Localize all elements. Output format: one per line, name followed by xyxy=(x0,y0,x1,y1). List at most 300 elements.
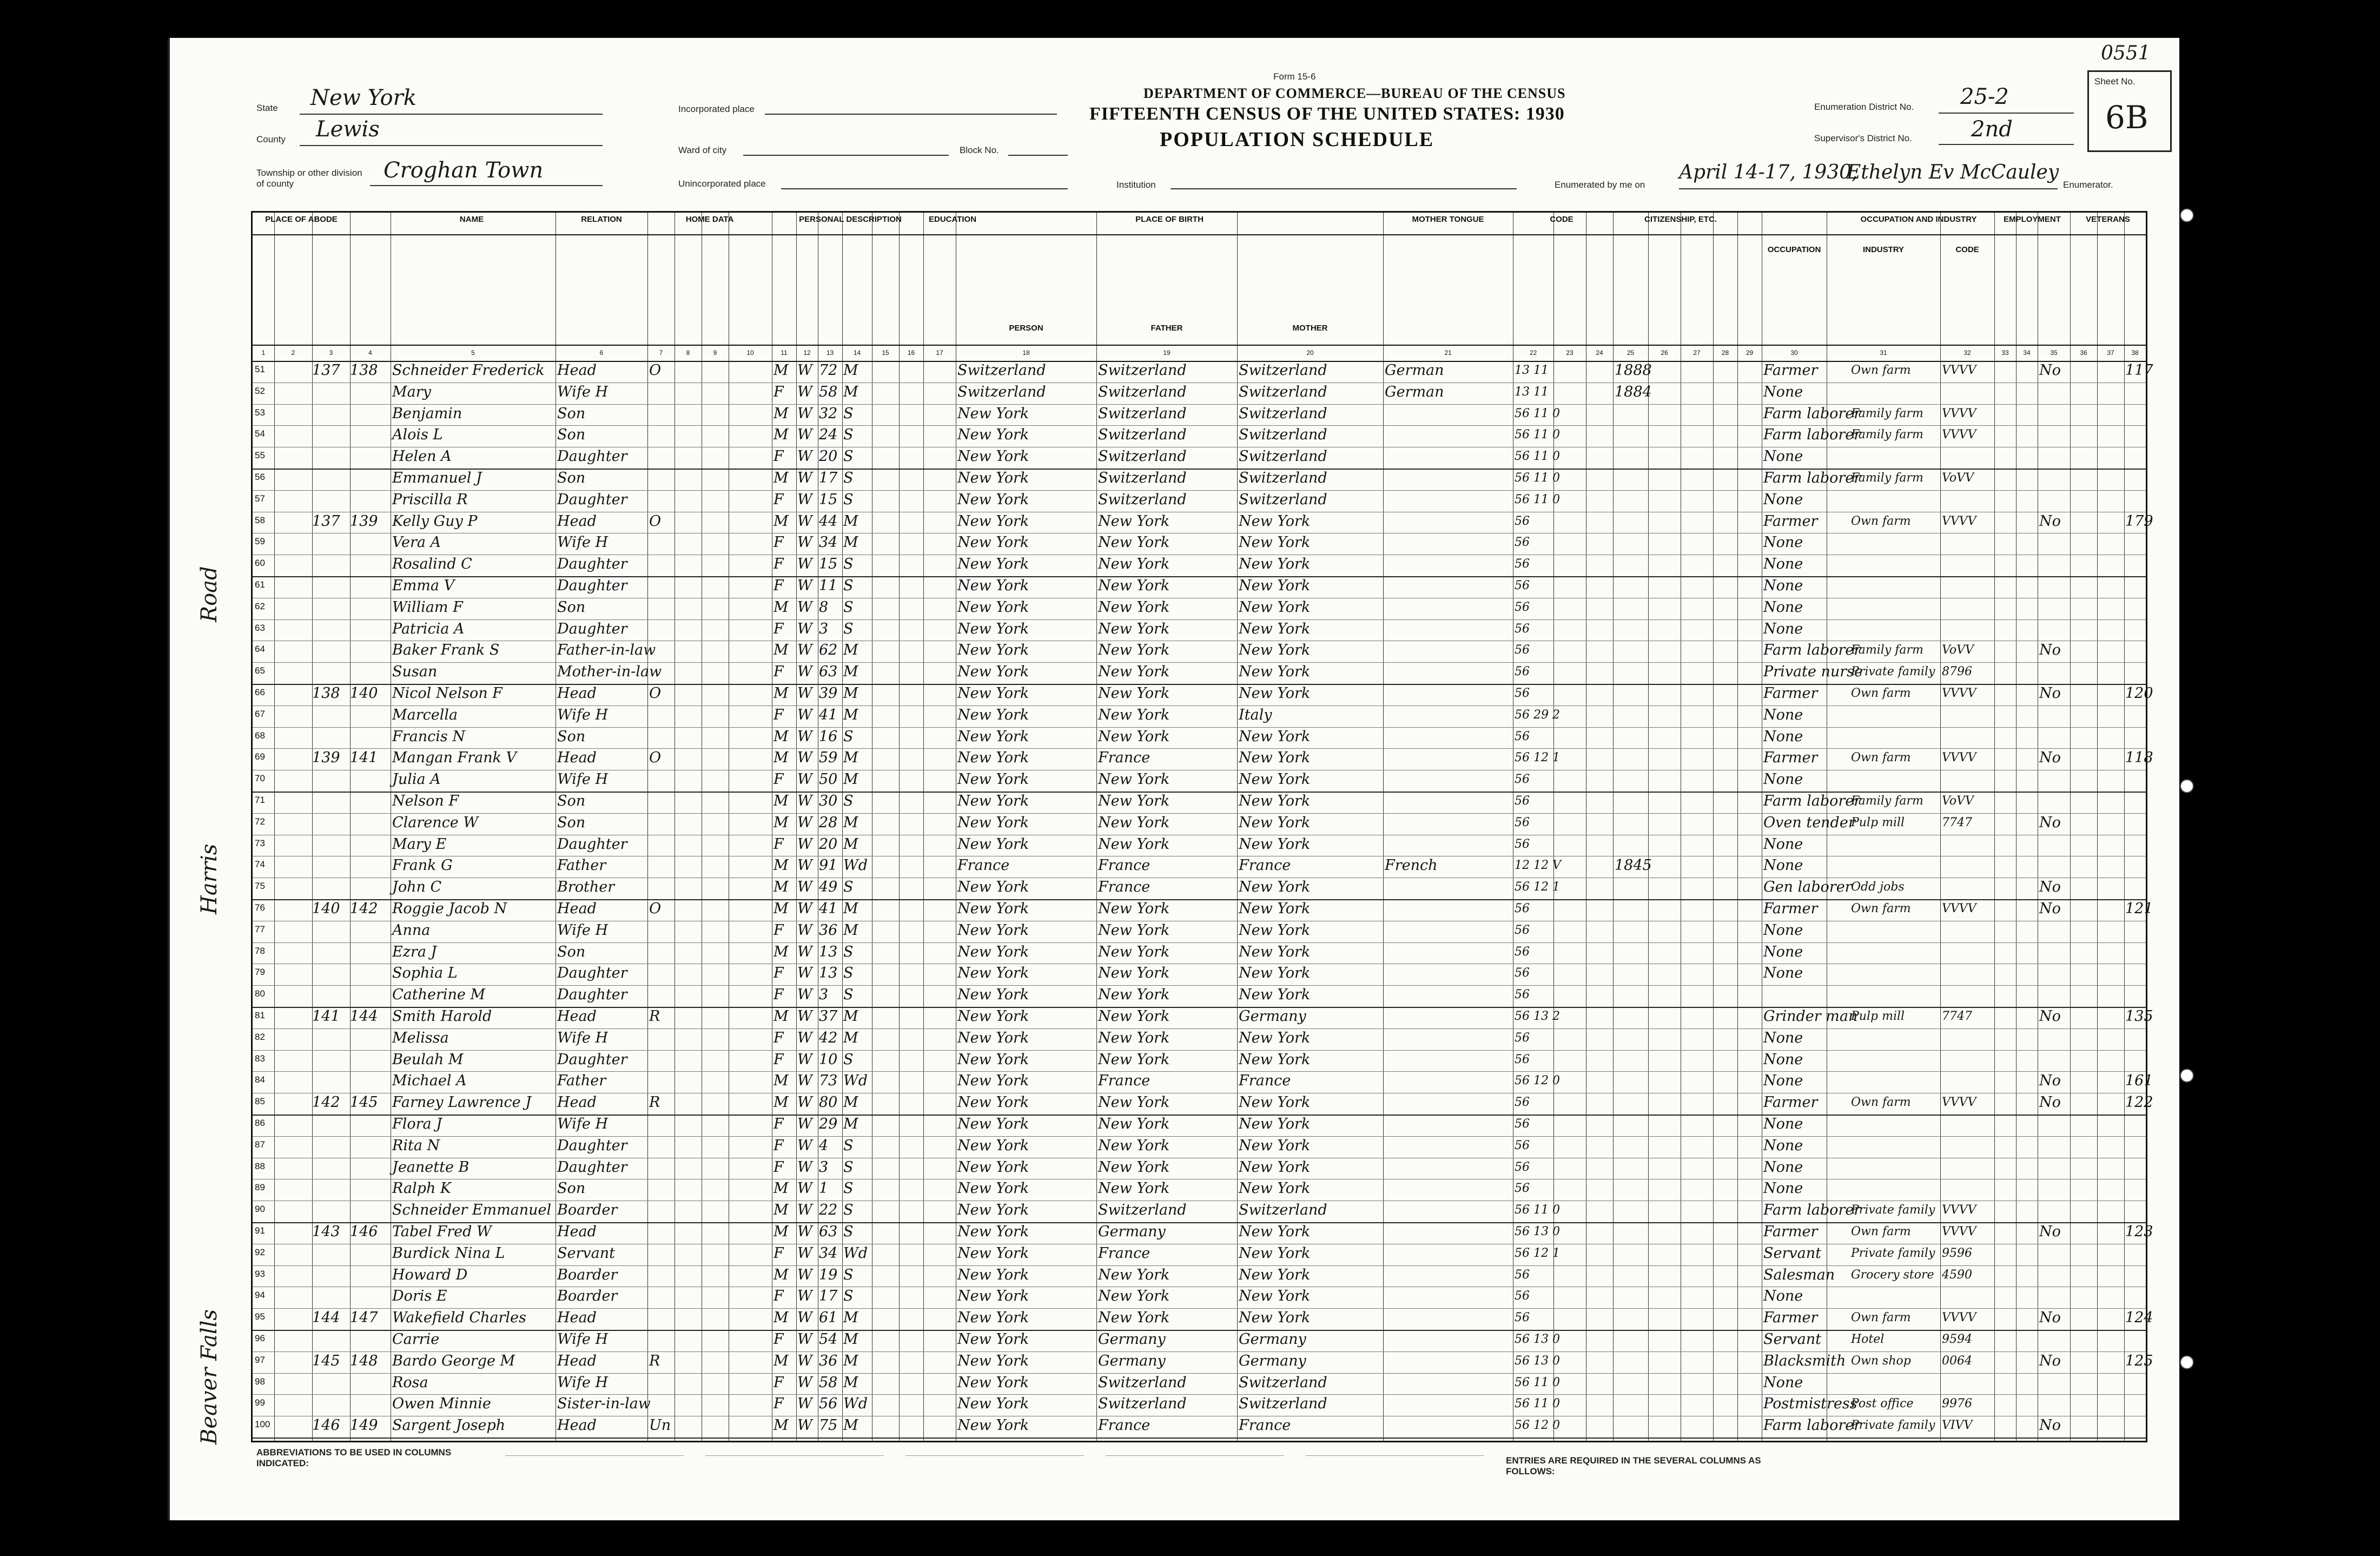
family-number: 142 xyxy=(350,900,378,917)
age: 58 xyxy=(819,1374,838,1391)
column-subheader: INDUSTRY xyxy=(1862,245,1905,254)
age: 19 xyxy=(819,1266,838,1283)
page-stamp: 0551 xyxy=(2101,42,2151,64)
birthplace-mother: New York xyxy=(1239,534,1311,551)
marital-status: S xyxy=(843,405,854,422)
birthplace-father: New York xyxy=(1098,1288,1170,1305)
person-name: Mary xyxy=(392,383,431,400)
occupation: Farm laborer xyxy=(1763,793,1861,809)
sex: M xyxy=(774,512,789,530)
birthplace-mother: France xyxy=(1239,1417,1291,1434)
relation: Daughter xyxy=(557,965,627,982)
sex: F xyxy=(774,448,784,465)
farm-schedule: 161 xyxy=(2125,1072,2153,1090)
line-number: 55 xyxy=(255,450,265,461)
race: W xyxy=(797,771,812,788)
birthplace-father: New York xyxy=(1098,921,1170,939)
column-subheader: OCCUPATION xyxy=(1767,245,1821,254)
column-group-header: OCCUPATION AND INDUSTRY xyxy=(1860,215,1977,224)
sex: M xyxy=(774,1352,789,1369)
marital-status: M xyxy=(843,749,858,767)
birthplace-mother: Switzerland xyxy=(1239,448,1327,465)
occupation: None xyxy=(1763,1180,1803,1197)
birthplace-father: New York xyxy=(1098,706,1170,723)
relation: Son xyxy=(557,814,586,831)
dwelling-number: 137 xyxy=(312,512,340,530)
marital-status: Wd xyxy=(843,1395,868,1413)
person-name: Clarence W xyxy=(392,814,479,831)
population-table xyxy=(251,211,2153,1442)
sex: F xyxy=(774,1051,784,1068)
line-number: 61 xyxy=(255,579,265,590)
birth-code: 56 xyxy=(1515,1096,1530,1110)
industry: Family farm xyxy=(1851,406,1923,420)
veteran-status: No xyxy=(2039,1094,2061,1111)
table-row xyxy=(253,1136,2146,1158)
industry-code: VVVV xyxy=(1942,406,1976,420)
birth-code: 56 xyxy=(1515,536,1530,550)
industry: Private family xyxy=(1851,665,1935,679)
block-label: Block No. xyxy=(960,145,999,155)
industry-code: 9596 xyxy=(1942,1246,1972,1260)
birth-code: 56 xyxy=(1515,794,1530,808)
birthplace-father: New York xyxy=(1098,620,1170,637)
occupation: Farmer xyxy=(1763,685,1818,702)
birthplace-person: New York xyxy=(957,1244,1029,1262)
sex: F xyxy=(774,986,784,1004)
sex: M xyxy=(774,426,789,444)
age: 11 xyxy=(819,577,838,594)
farm-schedule: 121 xyxy=(2125,900,2153,917)
table-row xyxy=(253,1201,2146,1222)
line-number: 85 xyxy=(255,1096,265,1107)
column-number: 10 xyxy=(746,349,754,357)
table-row xyxy=(253,1028,2146,1050)
dwelling-number: 141 xyxy=(312,1008,340,1025)
birthplace-person: New York xyxy=(957,1395,1029,1413)
relation: Head xyxy=(557,1008,597,1025)
birth-code: 56 xyxy=(1515,622,1530,636)
farm-schedule: 124 xyxy=(2125,1309,2153,1327)
birthplace-person: Switzerland xyxy=(957,362,1046,379)
relation: Servant xyxy=(557,1244,615,1262)
person-name: Howard D xyxy=(392,1266,468,1283)
occupation: None xyxy=(1763,1116,1803,1132)
birthplace-person: New York xyxy=(957,426,1029,444)
column-number: 3 xyxy=(329,349,333,357)
line-number: 69 xyxy=(255,751,265,762)
birthplace-mother: Germany xyxy=(1239,1331,1306,1348)
birthplace-mother: New York xyxy=(1239,943,1311,960)
table-row xyxy=(253,619,2146,641)
enumerated-date: April 14-17, 1930, xyxy=(1679,161,1858,183)
race: W xyxy=(797,921,812,939)
birthplace-father: France xyxy=(1098,879,1151,896)
person-name: Flora J xyxy=(392,1116,442,1132)
dwelling-number: 144 xyxy=(312,1309,340,1327)
table-row xyxy=(253,813,2146,835)
institution-label: Institution xyxy=(1116,180,1156,190)
industry-code: VIVV xyxy=(1942,1419,1973,1433)
birthplace-father: New York xyxy=(1098,900,1170,917)
footer-rule xyxy=(505,1455,684,1456)
birthplace-person: New York xyxy=(957,1223,1029,1240)
binder-hole xyxy=(2180,779,2194,793)
family-number: 139 xyxy=(350,512,378,530)
birth-code: 56 xyxy=(1515,1117,1530,1131)
person-name: Emma V xyxy=(392,577,455,594)
sex: F xyxy=(774,383,784,400)
birth-code: 56 xyxy=(1515,1311,1530,1325)
race: W xyxy=(797,1331,812,1348)
person-name: Schneider Emmanuel xyxy=(392,1202,552,1219)
occupation: None xyxy=(1763,965,1803,982)
occupation: None xyxy=(1763,1051,1803,1068)
table-row xyxy=(253,533,2146,555)
line-number: 93 xyxy=(255,1268,265,1279)
race: W xyxy=(797,857,812,874)
age: 13 xyxy=(819,943,838,960)
binder-hole xyxy=(2180,1069,2194,1083)
age: 22 xyxy=(819,1202,838,1219)
marital-status: S xyxy=(843,556,854,573)
column-number: 9 xyxy=(713,349,717,357)
farm-schedule: 117 xyxy=(2125,362,2153,379)
marital-status: S xyxy=(843,1223,854,1240)
table-row xyxy=(253,1394,2146,1416)
race: W xyxy=(797,1417,812,1434)
birth-code: 56 xyxy=(1515,773,1530,787)
birthplace-mother: France xyxy=(1239,1072,1291,1090)
column-number: 24 xyxy=(1596,349,1603,357)
line-number: 92 xyxy=(255,1247,265,1257)
race: W xyxy=(797,1352,812,1369)
relation: Daughter xyxy=(557,556,627,573)
person-name: Beulah M xyxy=(392,1051,464,1068)
age: 63 xyxy=(819,1223,838,1240)
line-number: 82 xyxy=(255,1031,265,1042)
industry-code: 8796 xyxy=(1942,665,1972,679)
industry-code: 4590 xyxy=(1942,1268,1972,1282)
table-row xyxy=(253,921,2146,942)
occupation: None xyxy=(1763,921,1803,939)
line-number: 97 xyxy=(255,1354,265,1365)
person-name: Smith Harold xyxy=(392,1008,492,1025)
line-number: 62 xyxy=(255,601,265,611)
line-number: 90 xyxy=(255,1204,265,1215)
occupation: Farmer xyxy=(1763,1309,1818,1327)
table-row xyxy=(253,404,2146,426)
birth-code: 56 12 1 xyxy=(1515,1246,1560,1260)
industry-code: VVVV xyxy=(1942,1311,1976,1325)
occupation: Farm laborer xyxy=(1763,642,1861,659)
race: W xyxy=(797,1094,812,1111)
occupation: None xyxy=(1763,1158,1803,1176)
race: W xyxy=(797,1029,812,1046)
sex: F xyxy=(774,1116,784,1132)
occupation: None xyxy=(1763,728,1803,745)
birthplace-mother: Switzerland xyxy=(1239,1202,1327,1219)
person-name: William F xyxy=(392,598,463,616)
birthplace-father: New York xyxy=(1098,663,1170,681)
industry: Post office xyxy=(1851,1397,1914,1411)
relation: Daughter xyxy=(557,1137,627,1154)
line-number: 68 xyxy=(255,730,265,741)
sex: M xyxy=(774,1309,789,1327)
industry: Hotel xyxy=(1851,1333,1885,1346)
column-number: 18 xyxy=(1022,349,1030,357)
birthplace-person: New York xyxy=(957,1137,1029,1154)
line-number: 74 xyxy=(255,859,265,870)
occupation: Blacksmith xyxy=(1763,1352,1846,1369)
race: W xyxy=(797,1395,812,1413)
race: W xyxy=(797,362,812,379)
veteran-status: No xyxy=(2039,1072,2061,1090)
relation: Head xyxy=(557,1094,597,1111)
industry-code: 7747 xyxy=(1942,815,1972,829)
relation: Head xyxy=(557,900,597,917)
line-number: 63 xyxy=(255,622,265,633)
line-number: 94 xyxy=(255,1290,265,1301)
occupation: Salesman xyxy=(1763,1266,1835,1283)
marital-status: M xyxy=(843,706,858,723)
birthplace-person: New York xyxy=(957,921,1029,939)
relation: Wife H xyxy=(557,921,609,939)
occupation: None xyxy=(1763,383,1803,400)
unincorporated-label: Unincorporated place xyxy=(678,179,766,189)
line-number: 81 xyxy=(255,1010,265,1020)
township-label: Township or other division of county xyxy=(256,168,362,189)
table-row xyxy=(253,899,2153,921)
industry-code: VVVV xyxy=(1942,1225,1976,1238)
race: W xyxy=(797,1309,812,1327)
marital-status: M xyxy=(843,900,858,917)
sheet-label: Sheet No. xyxy=(2094,76,2136,87)
relation: Daughter xyxy=(557,491,627,508)
person-name: Ralph K xyxy=(392,1180,452,1197)
sheet-number-box xyxy=(2087,70,2172,152)
column-number: 15 xyxy=(882,349,889,357)
line-number: 56 xyxy=(255,472,265,482)
race: W xyxy=(797,1244,812,1262)
column-group-header: CODE xyxy=(1550,215,1574,224)
birthplace-person: New York xyxy=(957,793,1029,809)
sex: F xyxy=(774,1374,784,1391)
birthplace-person: New York xyxy=(957,1180,1029,1197)
sex: M xyxy=(774,749,789,767)
birthplace-person: New York xyxy=(957,1029,1029,1046)
birthplace-person: New York xyxy=(957,1094,1029,1111)
birthplace-father: Switzerland xyxy=(1098,1202,1187,1219)
immigration-year: 1888 xyxy=(1615,362,1652,379)
line-number: 71 xyxy=(255,795,265,805)
relation: Boarder xyxy=(557,1202,618,1219)
line-number: 78 xyxy=(255,945,265,956)
column-number: 1 xyxy=(261,349,266,357)
birthplace-mother: New York xyxy=(1239,771,1311,788)
column-number: 30 xyxy=(1790,349,1798,357)
race: W xyxy=(797,1266,812,1283)
line-number: 73 xyxy=(255,838,265,848)
veteran-status: No xyxy=(2039,1417,2061,1434)
veteran-status: No xyxy=(2039,1309,2061,1327)
birth-code: 56 xyxy=(1515,1182,1530,1196)
table-row xyxy=(253,856,2146,878)
line-number: 66 xyxy=(255,687,265,697)
column-number: 34 xyxy=(2023,349,2031,357)
birthplace-father: New York xyxy=(1098,728,1170,745)
marital-status: M xyxy=(843,1417,858,1434)
line-number: 100 xyxy=(255,1419,270,1430)
birthplace-person: New York xyxy=(957,620,1029,637)
birthplace-father: New York xyxy=(1098,1158,1170,1176)
table-row xyxy=(253,662,2146,684)
race: W xyxy=(797,556,812,573)
relation: Wife H xyxy=(557,1331,609,1348)
person-name: Rita N xyxy=(392,1137,440,1154)
table-row xyxy=(253,1007,2153,1028)
industry-code: 9594 xyxy=(1942,1333,1972,1346)
column-number: 20 xyxy=(1306,349,1314,357)
line-number: 95 xyxy=(255,1311,265,1322)
race: W xyxy=(797,685,812,702)
birth-code: 56 12 1 xyxy=(1515,880,1560,894)
enumerator-name: Ethelyn Ev McCauley xyxy=(1847,161,2059,183)
birthplace-mother: New York xyxy=(1239,965,1311,982)
home-tenure: O xyxy=(649,749,662,767)
marital-status: M xyxy=(843,1374,858,1391)
birthplace-father: New York xyxy=(1098,771,1170,788)
birthplace-father: New York xyxy=(1098,965,1170,982)
birthplace-person: New York xyxy=(957,879,1029,896)
birthplace-person: New York xyxy=(957,1309,1029,1327)
age: 36 xyxy=(819,921,838,939)
birth-code: 56 xyxy=(1515,579,1530,592)
person-name: John C xyxy=(392,879,442,896)
birthplace-person: New York xyxy=(957,1158,1029,1176)
birthplace-person: New York xyxy=(957,534,1029,551)
marital-status: S xyxy=(843,1288,854,1305)
person-name: Helen A xyxy=(392,448,452,465)
age: 39 xyxy=(819,685,838,702)
column-number: 23 xyxy=(1566,349,1574,357)
marital-status: Wd xyxy=(843,1072,868,1090)
sex: M xyxy=(774,1266,789,1283)
sex: F xyxy=(774,1158,784,1176)
farm-schedule: 123 xyxy=(2125,1223,2153,1240)
occupation: None xyxy=(1763,1374,1803,1391)
occupation: None xyxy=(1763,1288,1803,1305)
age: 54 xyxy=(819,1331,838,1348)
birthplace-mother: New York xyxy=(1239,728,1311,745)
marital-status: M xyxy=(843,534,858,551)
column-group-header: PLACE OF BIRTH xyxy=(1135,215,1204,224)
occupation: Servant xyxy=(1763,1244,1821,1262)
birthplace-mother: New York xyxy=(1239,512,1311,530)
birthplace-mother: New York xyxy=(1239,835,1311,853)
birthplace-person: New York xyxy=(957,556,1029,573)
birthplace-person: New York xyxy=(957,405,1029,422)
age: 73 xyxy=(819,1072,838,1090)
birthplace-father: New York xyxy=(1098,835,1170,853)
race: W xyxy=(797,706,812,723)
birthplace-father: Switzerland xyxy=(1098,470,1187,486)
person-name: Julia A xyxy=(392,771,441,788)
relation: Wife H xyxy=(557,771,609,788)
birth-code: 56 12 0 xyxy=(1515,1419,1560,1433)
birthplace-father: New York xyxy=(1098,1029,1170,1046)
birthplace-father: France xyxy=(1098,749,1151,767)
column-number: 29 xyxy=(1746,349,1754,357)
person-name: Carrie xyxy=(392,1331,440,1348)
birthplace-mother: New York xyxy=(1239,620,1311,637)
birthplace-person: New York xyxy=(957,1374,1029,1391)
age: 72 xyxy=(819,362,838,379)
person-name: Schneider Frederick xyxy=(392,362,545,379)
column-number: 22 xyxy=(1529,349,1537,357)
sex: M xyxy=(774,405,789,422)
veteran-status: No xyxy=(2039,512,2061,530)
line-number: 87 xyxy=(255,1139,265,1150)
column-group-header: PERSONAL DESCRIPTION xyxy=(799,215,902,224)
column-number: 11 xyxy=(781,349,788,357)
binder-hole xyxy=(2180,1355,2194,1369)
age: 50 xyxy=(819,771,838,788)
birth-code: 56 xyxy=(1515,902,1530,915)
table-row xyxy=(253,748,2153,770)
home-tenure: O xyxy=(649,512,662,530)
table-row xyxy=(253,1115,2146,1136)
birthplace-father: Germany xyxy=(1098,1331,1166,1348)
relation: Son xyxy=(557,598,586,616)
sex: F xyxy=(774,491,784,508)
birthplace-father: New York xyxy=(1098,512,1170,530)
line-number: 77 xyxy=(255,924,265,934)
sex: M xyxy=(774,1180,789,1197)
race: W xyxy=(797,512,812,530)
sex: F xyxy=(774,706,784,723)
line-number: 67 xyxy=(255,708,265,719)
birthplace-mother: New York xyxy=(1239,1094,1311,1111)
sex: F xyxy=(774,1137,784,1154)
industry: Own farm xyxy=(1851,687,1911,700)
race: W xyxy=(797,1180,812,1197)
birth-code: 56 13 0 xyxy=(1515,1225,1560,1238)
person-name: Wakefield Charles xyxy=(392,1309,526,1327)
birth-code: 56 xyxy=(1515,1268,1530,1282)
relation: Brother xyxy=(557,879,615,896)
birthplace-mother: New York xyxy=(1239,1158,1311,1176)
home-tenure: O xyxy=(649,362,662,379)
sd-label: Supervisor's District No. xyxy=(1814,133,1912,143)
person-name: Rosa xyxy=(392,1374,428,1391)
industry: Family farm xyxy=(1851,794,1923,808)
family-number: 140 xyxy=(350,685,378,702)
column-number: 28 xyxy=(1721,349,1729,357)
age: 28 xyxy=(819,814,838,831)
line-number: 51 xyxy=(255,364,265,374)
race: W xyxy=(797,470,812,486)
age: 20 xyxy=(819,448,838,465)
table-row xyxy=(253,1050,2146,1072)
occupation: Servant xyxy=(1763,1331,1821,1348)
state-label: State xyxy=(256,103,278,113)
person-name: Rosalind C xyxy=(392,556,472,573)
column-number: 37 xyxy=(2107,349,2114,357)
industry: Odd jobs xyxy=(1851,880,1905,894)
family-number: 141 xyxy=(350,749,378,767)
age: 75 xyxy=(819,1417,838,1434)
